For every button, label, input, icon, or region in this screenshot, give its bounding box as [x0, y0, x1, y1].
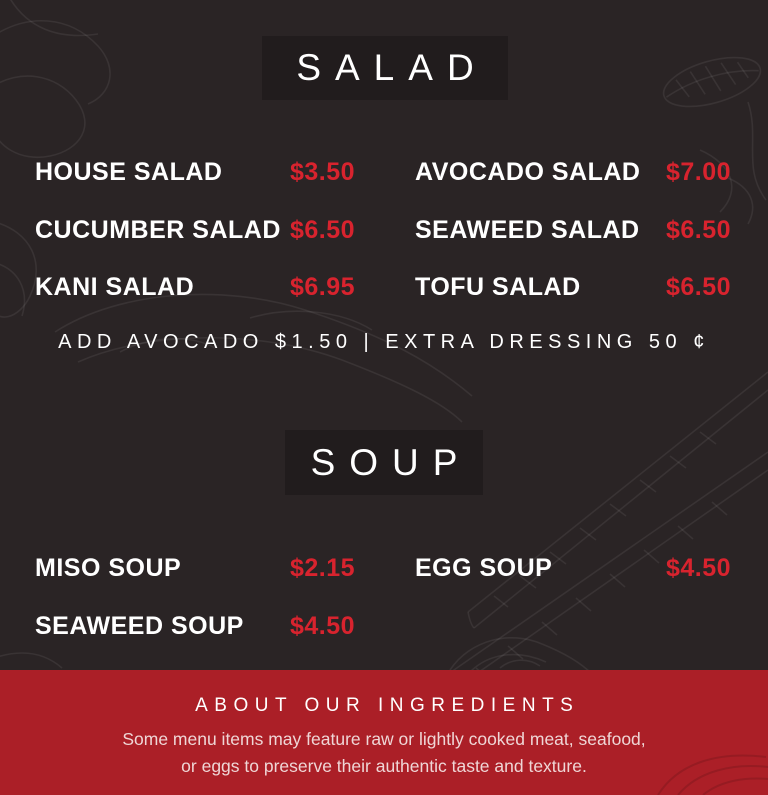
- menu-item-price: $4.50: [290, 611, 356, 640]
- ingredients-banner: [0, 670, 768, 795]
- banner-text-line1: Some menu items may feature raw or lightly cooked meat, seafood,: [122, 729, 646, 749]
- salad-section-title: SALAD: [296, 47, 488, 88]
- menu-item-name: CUCUMBER SALAD: [35, 215, 281, 244]
- menu-item-name: AVOCADO SALAD: [415, 158, 641, 187]
- banner-text-line2: or eggs to preserve their authentic taste and texture.: [181, 755, 587, 776]
- menu-item-name: TOFU SALAD: [415, 273, 581, 302]
- menu-item-name: EGG SOUP: [415, 554, 553, 583]
- soup-items: [35, 540, 768, 655]
- menu-item-price: $7.00: [666, 158, 732, 187]
- soup-section-title: SOUP: [310, 441, 472, 483]
- menu-item-name: KANI SALAD: [35, 273, 195, 302]
- menu-item-price: $4.50: [666, 554, 732, 583]
- menu-item-price: $3.50: [290, 158, 356, 187]
- menu-item-name: SEAWEED SOUP: [35, 611, 244, 640]
- menu-item-price: $6.95: [290, 273, 356, 302]
- banner-title: ABOUT OUR INGREDIENTS: [195, 695, 580, 716]
- salad-items: [35, 144, 768, 317]
- salad-section-header: [262, 36, 508, 100]
- menu-item-price: $6.50: [290, 215, 356, 244]
- salad-addons-note: ADD AVOCADO $1.50 | EXTRA DRESSING 50 ¢: [58, 331, 710, 353]
- menu-item-name: HOUSE SALAD: [35, 158, 223, 187]
- menu-item-name: MISO SOUP: [35, 554, 182, 583]
- menu-item-name: SEAWEED SALAD: [415, 215, 640, 244]
- menu-item-price: $2.15: [290, 554, 356, 583]
- soup-section-header: [285, 430, 483, 495]
- menu-item-price: $6.50: [666, 273, 732, 302]
- menu-item-price: $6.50: [666, 215, 732, 244]
